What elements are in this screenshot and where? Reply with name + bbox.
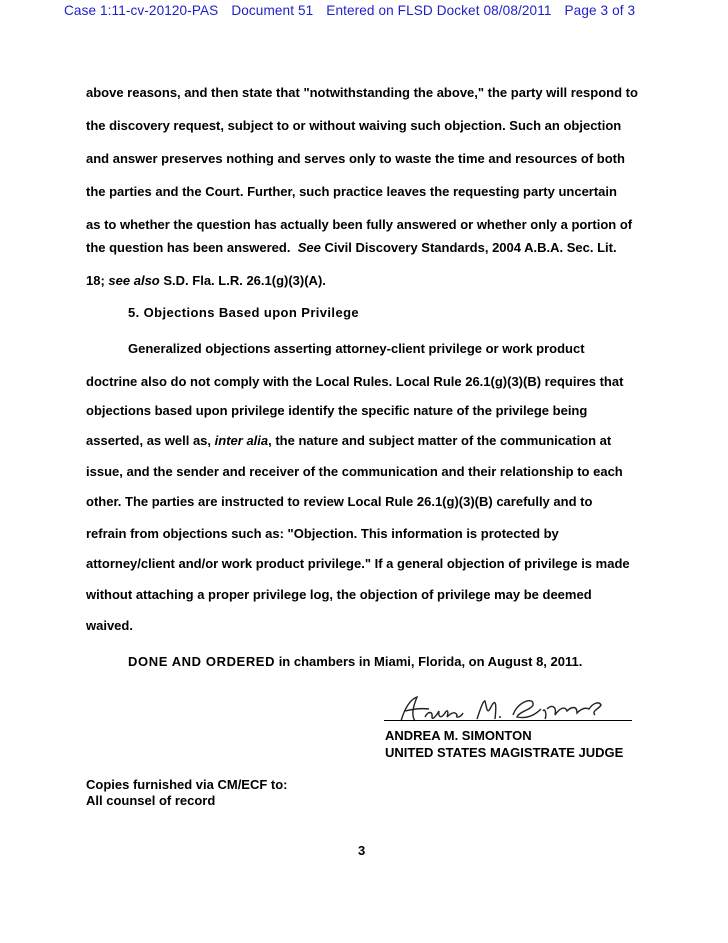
body-line: other. The parties are instructed to review Local Rule 26.1(g)(3)(B) carefully and to (86, 494, 593, 509)
body-text: Civil Discovery Standards, 2004 A.B.A. Sec. Lit. (324, 240, 617, 255)
body-line: without attaching a proper privilege log, the objection of privilege may be deemed (86, 587, 592, 602)
body-text: S.D. Fla. L.R. 26.1(g)(3)(A). (163, 273, 326, 288)
done-and-ordered-label: DONE AND ORDERED (128, 654, 276, 669)
done-and-ordered-text: in chambers in Miami, Florida, on August 8, 2011. (275, 654, 583, 669)
body-line (86, 240, 617, 255)
handwritten-signature (395, 693, 615, 727)
body-line: Generalized objections asserting attorney-client privilege or work product (128, 341, 585, 356)
judge-name: ANDREA M. SIMONTON (385, 728, 532, 743)
body-line: the discovery request, subject to or without waiving such objection. Such an objection (86, 118, 622, 133)
document-number: Document 51 (231, 3, 314, 18)
docket-header (64, 3, 635, 18)
done-and-ordered-line (128, 654, 582, 669)
docket-entry: Entered on FLSD Docket 08/08/2011 (326, 3, 552, 18)
body-text: the question has been answered. (86, 240, 291, 255)
body-line: objections based upon privilege identify the specific nature of the privilege being (86, 403, 588, 418)
latin-term: inter alia (214, 433, 269, 448)
case-number: Case 1:11-cv-20120-PAS (64, 3, 219, 18)
body-line: the parties and the Court. Further, such practice leaves the requesting party uncertain (86, 184, 617, 199)
page-number: 3 (358, 843, 366, 858)
body-line: as to whether the question has actually been fully answered or whether only a portion of (86, 217, 633, 232)
citation-signal: See (297, 240, 321, 255)
citation-signal: see also (108, 273, 160, 288)
page-indicator: Page 3 of 3 (564, 3, 636, 18)
body-text: 18; (86, 273, 105, 288)
body-line: attorney/client and/or work product privilege." If a general objection of privilege is made (86, 556, 630, 571)
copies-furnished: Copies furnished via CM/ECF to: (86, 777, 288, 792)
body-line: and answer preserves nothing and serves only to waste the time and resources of both (86, 151, 625, 166)
body-line (86, 433, 611, 448)
judge-title: UNITED STATES MAGISTRATE JUDGE (385, 745, 624, 760)
body-text: asserted, as well as, (86, 433, 212, 448)
body-line (86, 273, 326, 288)
copies-recipients: All counsel of record (86, 793, 216, 808)
body-line: above reasons, and then state that "notwithstanding the above," the party will respond to (86, 85, 638, 100)
body-line: refrain from objections such as: "Objection. This information is protected by (86, 526, 559, 541)
signature-line (384, 720, 632, 721)
body-line: waived. (86, 618, 133, 633)
body-line: issue, and the sender and receiver of the communication and their relationship to each (86, 464, 623, 479)
body-text: , the nature and subject matter of the communication at (268, 433, 612, 448)
body-line: doctrine also do not comply with the Local Rules. Local Rule 26.1(g)(3)(B) requires that (86, 374, 624, 389)
section-heading: 5. Objections Based upon Privilege (128, 305, 360, 320)
